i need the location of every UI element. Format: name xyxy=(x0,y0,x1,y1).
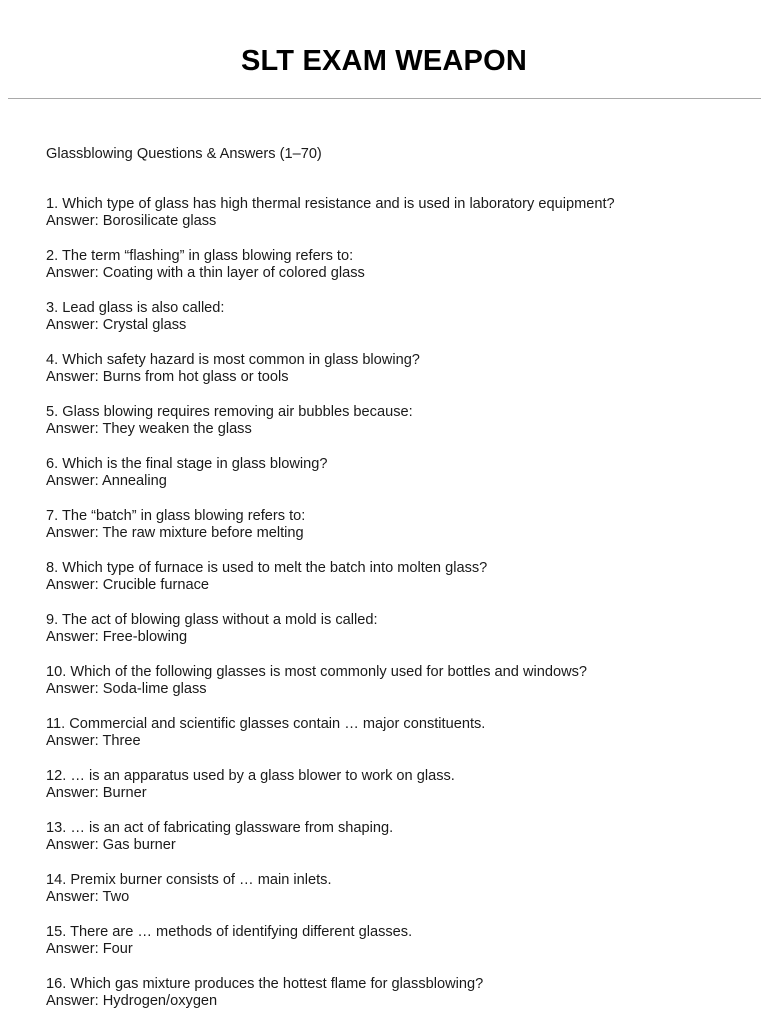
document-subtitle: Glassblowing Questions & Answers (1–70) xyxy=(46,146,322,162)
qa-item xyxy=(46,508,746,543)
answer-text: Answer: Burns from hot glass or tools xyxy=(46,369,289,385)
question-text: 5. Glass blowing requires removing air bubbles because: xyxy=(46,403,413,420)
answer-text: Answer: Three xyxy=(46,733,141,749)
question-text: 10. Which of the following glasses is most commonly used for bottles and windows? xyxy=(46,663,588,680)
question-text: 3. Lead glass is also called: xyxy=(46,299,225,316)
question-text: 12. … is an apparatus used by a glass blower to work on glass. xyxy=(46,767,455,784)
question-text: 16. Which gas mixture produces the hottest flame for glassblowing? xyxy=(46,975,484,992)
qa-item xyxy=(46,352,746,387)
qa-item xyxy=(46,196,746,231)
qa-item xyxy=(46,612,746,647)
header-divider xyxy=(8,98,761,99)
answer-text: Answer: Borosilicate glass xyxy=(46,213,217,229)
document-body xyxy=(46,146,746,1028)
question-text: 6. Which is the final stage in glass blowing? xyxy=(46,455,328,472)
answer-text: Answer: Crystal glass xyxy=(46,317,187,333)
question-text: 9. The act of blowing glass without a mold is called: xyxy=(46,611,378,628)
answer-text: Answer: Annealing xyxy=(46,473,167,489)
answer-text: Answer: Four xyxy=(46,941,133,957)
qa-item xyxy=(46,872,746,907)
answer-text: Answer: Free-blowing xyxy=(46,629,188,645)
answer-text: Answer: Two xyxy=(46,889,130,905)
qa-item xyxy=(46,924,746,959)
answer-text: Answer: Coating with a thin layer of colored glass xyxy=(46,265,365,281)
question-text: 4. Which safety hazard is most common in glass blowing? xyxy=(46,351,420,368)
answer-text: Answer: Crucible furnace xyxy=(46,577,210,593)
question-text: 2. The term “flashing” in glass blowing refers to: xyxy=(46,247,354,264)
question-text: 15. There are … methods of identifying different glasses. xyxy=(46,923,413,940)
question-text: 14. Premix burner consists of … main inlets. xyxy=(46,871,332,888)
question-text: 8. Which type of furnace is used to melt the batch into molten glass? xyxy=(46,559,488,576)
qa-item xyxy=(46,560,746,595)
qa-item xyxy=(46,664,746,699)
answer-text: Answer: Hydrogen/oxygen xyxy=(46,993,218,1009)
question-text: 13. … is an act of fabricating glassware from shaping. xyxy=(46,819,394,836)
qa-item xyxy=(46,976,746,1011)
qa-item xyxy=(46,300,746,335)
qa-item xyxy=(46,716,746,751)
answer-text: Answer: Gas burner xyxy=(46,837,176,853)
answer-text: Answer: They weaken the glass xyxy=(46,421,252,437)
qa-item xyxy=(46,456,746,491)
qa-item xyxy=(46,248,746,283)
answer-text: Answer: Burner xyxy=(46,785,147,801)
page-title: SLT EXAM WEAPON xyxy=(240,45,528,77)
qa-item xyxy=(46,820,746,855)
answer-text: Answer: The raw mixture before melting xyxy=(46,525,304,541)
qa-item xyxy=(46,768,746,803)
qa-item xyxy=(46,404,746,439)
question-text: 7. The “batch” in glass blowing refers to: xyxy=(46,507,306,524)
question-text: 1. Which type of glass has high thermal resistance and is used in laboratory equipment? xyxy=(46,195,615,212)
question-text: 11. Commercial and scientific glasses contain … major constituents. xyxy=(46,715,486,732)
answer-text: Answer: Soda-lime glass xyxy=(46,681,207,697)
